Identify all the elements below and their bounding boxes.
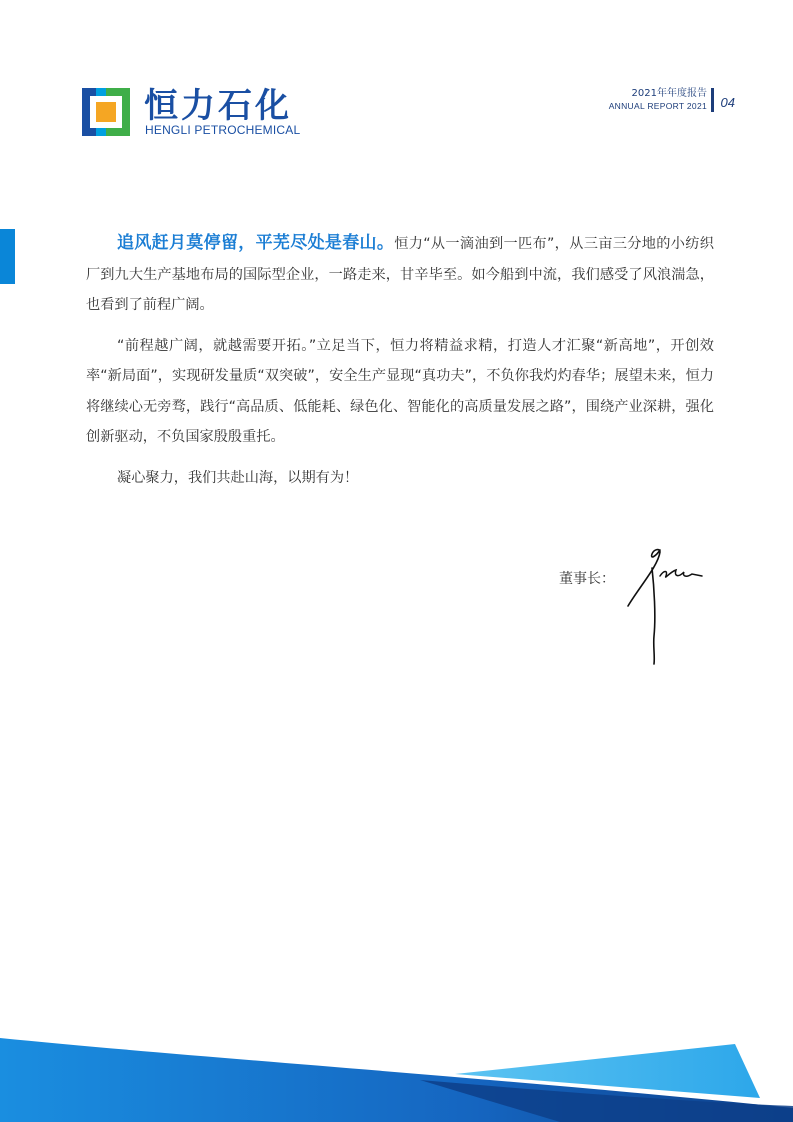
paragraph-2: “前程越广阔，就越需要开拓。”立足当下，恒力将精益求精，打造人才汇聚“新高地”，开创效率“新局面”，实现研发量质“双突破”，安全生产显现“真功夫”，不负你我灼灼春华；展望未来，恒力将继续心无旁骛，践行“高品质、低能耗、绿色化、智能化的高质量发展之路”，围绕产业深耕，强化创新驱动，不负国家殷殷重托。: [86, 337, 714, 445]
logo-english-name: HENGLI PETROCHEMICAL: [145, 123, 301, 137]
report-header: [535, 84, 735, 116]
hengli-logo-icon: [82, 88, 130, 136]
paragraph-1-text: 恒力“从一滴油到一匹布”，从三亩三分地的小纺织厂到九大生产基地布局的国际型企业，一路走来，甘辛毕至。如今船到中流，我们感受了风浪湍急，也看到了前程广阔。: [86, 236, 714, 313]
report-title-en: ANNUAL REPORT 2021: [608, 101, 707, 111]
lead-sentence: 追风赶月莫停留，平芜尽处是春山。: [117, 233, 395, 253]
page-number: 04: [720, 95, 735, 110]
logo-chinese-name: 恒力石化: [144, 86, 292, 126]
side-accent-tab: [0, 229, 15, 284]
paragraph-1: [86, 228, 714, 321]
chairman-label: 董事长：: [559, 571, 615, 587]
paragraph-3: 凝心聚力，我们共赴山海，以期有为！: [117, 469, 359, 486]
report-title-cn: 2021年年度报告: [631, 88, 707, 99]
chairman-signature: [622, 546, 708, 668]
footer-wave-band: [0, 1028, 793, 1122]
company-logo: [82, 88, 312, 138]
letter-body: [86, 228, 714, 503]
header-divider: [711, 88, 714, 112]
